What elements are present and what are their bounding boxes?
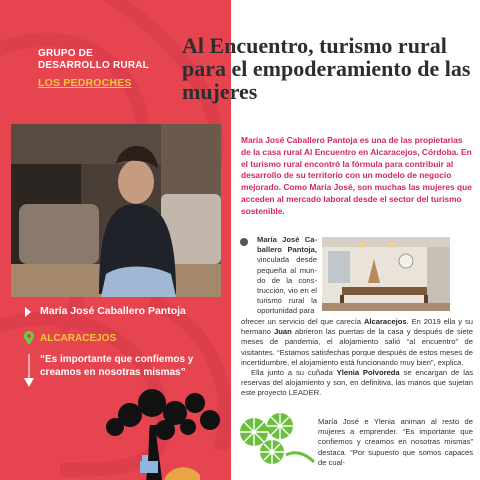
portrait-photo [11, 124, 221, 297]
person-city: ALCARACEJOS [40, 333, 117, 344]
intro-text: vinculada desde pequeña al mundo de la construcción, vio en el turismo rural la oportunidad para [257, 255, 317, 316]
article-title: Al Encuentro, turismo rural para el empoderamiento de las mujeres [182, 33, 471, 104]
body-paragraph-3: María José e Ylenia animan al resto de mujeres a emprender. “Es importante que confiemos y creamos en nosotras mismas” destaca. “Por supuesto que somos capaces de cual- [318, 417, 473, 467]
tree-illustration [90, 385, 231, 480]
intro-name: María José Caballero Pantoja, [257, 235, 317, 255]
dining-room-photo [322, 237, 450, 311]
p2-text-a: Ella junto a su cuñada [251, 368, 337, 378]
p2-sister-in-law: Ylenia Polvoreda [336, 368, 400, 378]
lime-slices-illustration [236, 410, 316, 470]
person-name: María José Caballero Pantoja [40, 305, 186, 317]
p1-brother: Juan [274, 327, 292, 337]
portrait-illustration [11, 124, 221, 297]
p1-town: Alcaracejos [363, 317, 407, 326]
quote-arrow-icon [24, 354, 34, 388]
group-line1: GRUPO DE [38, 48, 93, 59]
p1-text-b: . En 2019 ella y su hermano [241, 317, 474, 337]
group-name-link[interactable]: LOS PEDROCHES [38, 77, 132, 89]
pull-quote: “Es importante que confiemos y creamos en nosotras mismas” [40, 354, 194, 378]
p2-text-b: se encargan de las reservas del alojamiento y son, en definitiva, las manos que sujetan este proyecto LEADER. [241, 368, 473, 398]
group-heading [38, 48, 149, 90]
dining-room-illustration [322, 237, 450, 311]
group-line2: DESARROLLO RURAL [38, 60, 149, 71]
p1-text-a: ofrecer un servicio del que carecía [241, 317, 364, 326]
body-paragraph-1 [241, 317, 473, 368]
p1-text-c: abrieron las puertas de la casa y después de siete meses de pandemia, el alojamiento salió “al encuentro” de visitantes. “Estamos satisfechas porque después de estos meses de incertidumbre, el alojamiento está funcionando muy bien”, explica. [241, 327, 473, 367]
article-intro-column [257, 235, 317, 317]
paragraph-bullet-icon [240, 238, 248, 246]
name-marker-icon [25, 307, 31, 317]
location-pin-icon [24, 331, 34, 345]
body-paragraph-2 [241, 368, 473, 399]
article-body [241, 317, 473, 399]
article-lead: María José Caballero Pantoja es una de las propietarias de la casa rural Al Encuentro en Alcaracejos, Córdoba. En el turismo rural encontró la fórmula para contribuir al desarrollo de su territorio con un modelo de negocio mejorado. Como María José, son muchas las mujeres que acceden al mercado laboral desde el sector del turismo sostenible. [241, 135, 472, 216]
